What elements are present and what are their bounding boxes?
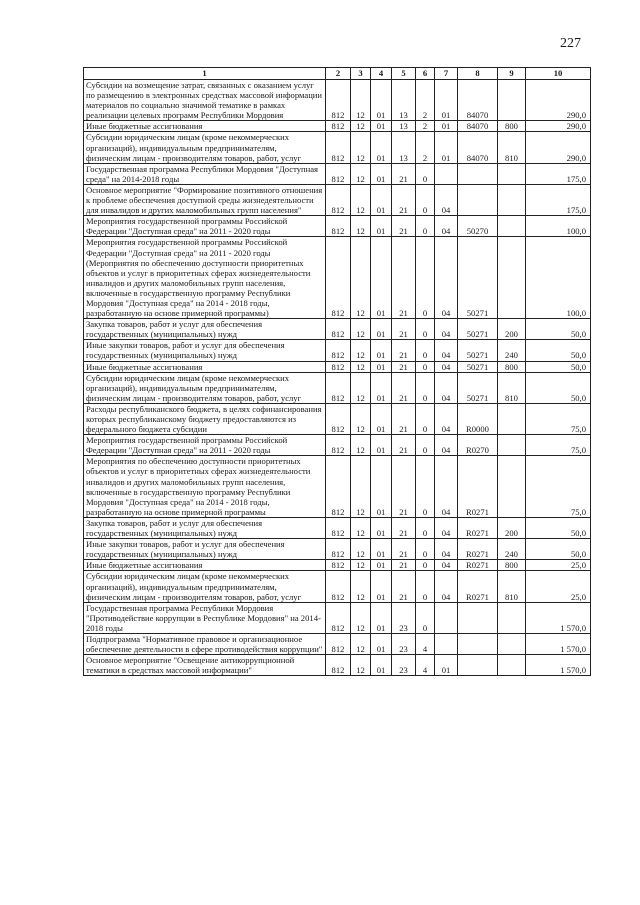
cell-subsection: 01	[371, 539, 392, 560]
row-name: Субсидии юридическим лицам (кроме некоммерческих организаций), индивидуальным предпринимателям, физическим лицам - производителям товаров, работ, услуг	[84, 132, 326, 163]
cell-program: 21	[392, 403, 416, 434]
table-row	[84, 163, 591, 184]
column-header: 9	[498, 68, 526, 80]
cell-section: 12	[351, 216, 371, 237]
cell-event	[435, 633, 458, 654]
cell-code: 812	[326, 372, 351, 403]
cell-subprogram: 0	[416, 216, 435, 237]
cell-subsection: 01	[371, 184, 392, 215]
cell-program: 21	[392, 237, 416, 319]
table-row	[84, 539, 591, 560]
row-name: Субсидии юридическим лицам (кроме некоммерческих организаций), индивидуальным предпринимателям, физическим лицам - производителям товаров, работ, услуг	[84, 372, 326, 403]
cell-subprogram: 0	[416, 560, 435, 571]
row-name: Иные закупки товаров, работ и услуг для обеспечения государственных (муниципальных) нужд	[84, 340, 326, 361]
cell-direction: 50271	[458, 361, 498, 372]
cell-subsection: 01	[371, 361, 392, 372]
cell-subprogram: 2	[416, 80, 435, 121]
cell-subprogram: 4	[416, 633, 435, 654]
cell-event: 04	[435, 456, 458, 518]
header-row	[84, 68, 591, 80]
cell-direction	[458, 184, 498, 215]
row-name: Закупка товаров, работ и услуг для обеспечения государственных (муниципальных) нужд	[84, 319, 326, 340]
row-name: Мероприятия по обеспечению доступности приоритетных объектов и услуг в приоритетных сферах жизнедеятельности инвалидов и других маломобильных групп населения, включенные в государственную программу Республики Мордовия "Доступная среда" на 2014 - 2018 годы, разработанную на основе примерной программы	[84, 456, 326, 518]
cell-code: 812	[326, 163, 351, 184]
cell-code: 812	[326, 216, 351, 237]
cell-code: 812	[326, 132, 351, 163]
cell-subsection: 01	[371, 163, 392, 184]
cell-event: 04	[435, 435, 458, 456]
table-row	[84, 216, 591, 237]
cell-direction: 50270	[458, 216, 498, 237]
table-row	[84, 633, 591, 654]
cell-section: 12	[351, 361, 371, 372]
cell-subprogram: 0	[416, 517, 435, 538]
cell-subsection: 01	[371, 340, 392, 361]
cell-expense-type	[498, 456, 526, 518]
column-header: 6	[416, 68, 435, 80]
table-row	[84, 340, 591, 361]
cell-event: 01	[435, 80, 458, 121]
cell-program: 21	[392, 456, 416, 518]
cell-event: 04	[435, 361, 458, 372]
row-name: Закупка товаров, работ и услуг для обеспечения государственных (муниципальных) нужд	[84, 517, 326, 538]
row-name: Мероприятия государственной программы Российской Федерации "Доступная среда" на 2011 - 2020 годы	[84, 435, 326, 456]
cell-code: 812	[326, 517, 351, 538]
cell-expense-type	[498, 163, 526, 184]
cell-section: 12	[351, 539, 371, 560]
cell-subprogram: 0	[416, 237, 435, 319]
table-row	[84, 655, 591, 676]
cell-event: 01	[435, 655, 458, 676]
cell-code: 812	[326, 340, 351, 361]
cell-subprogram: 0	[416, 539, 435, 560]
budget-table-body	[84, 80, 591, 676]
cell-subsection: 01	[371, 633, 392, 654]
cell-subsection: 01	[371, 403, 392, 434]
cell-direction: 84070	[458, 132, 498, 163]
table-row	[84, 571, 591, 602]
cell-subprogram: 0	[416, 163, 435, 184]
table-row	[84, 237, 591, 319]
cell-code: 812	[326, 655, 351, 676]
cell-direction: 50271	[458, 237, 498, 319]
cell-direction: R0271	[458, 571, 498, 602]
cell-code: 812	[326, 602, 351, 633]
cell-program: 13	[392, 80, 416, 121]
row-name: Государственная программа Республики Мордовия "Противодействие коррупции в Республике Мордовия" на 2014-2018 годы	[84, 602, 326, 633]
cell-section: 12	[351, 372, 371, 403]
cell-section: 12	[351, 80, 371, 121]
cell-program: 21	[392, 163, 416, 184]
cell-subprogram: 2	[416, 121, 435, 132]
cell-program: 23	[392, 655, 416, 676]
cell-event: 04	[435, 237, 458, 319]
cell-direction: 50271	[458, 319, 498, 340]
cell-program: 23	[392, 633, 416, 654]
cell-amount: 25,0	[526, 560, 591, 571]
cell-code: 812	[326, 403, 351, 434]
table-row	[84, 602, 591, 633]
row-name: Мероприятия государственной программы Российской Федерации "Доступная среда" на 2011 - 2020 годы (Мероприятия по обеспечению доступности приоритетных объектов и услуг в приоритетных сферах жизнедеятельности инвалидов и других маломобильных групп населения, включенные в государственную программу Республики Мордовия "Доступная среда" на 2014 - 2018 годы, разработанную на основе примерной программы)	[84, 237, 326, 319]
row-name: Субсидии на возмещение затрат, связанных с оказанием услуг по размещению в электронных средствах массовой информации материалов по социально значимой тематике в рамках реализации целевых программ Республики Мордовия	[84, 80, 326, 121]
cell-subsection: 01	[371, 237, 392, 319]
cell-expense-type: 810	[498, 132, 526, 163]
cell-subprogram: 2	[416, 132, 435, 163]
cell-section: 12	[351, 571, 371, 602]
cell-subsection: 01	[371, 456, 392, 518]
cell-subsection: 01	[371, 80, 392, 121]
cell-direction: R0271	[458, 539, 498, 560]
cell-event	[435, 602, 458, 633]
cell-subprogram: 0	[416, 184, 435, 215]
cell-subsection: 01	[371, 435, 392, 456]
cell-amount: 50,0	[526, 319, 591, 340]
cell-subsection: 01	[371, 517, 392, 538]
cell-subsection: 01	[371, 560, 392, 571]
cell-amount: 290,0	[526, 80, 591, 121]
cell-amount: 75,0	[526, 403, 591, 434]
cell-amount: 50,0	[526, 340, 591, 361]
row-name: Основное мероприятие "Формирование позитивного отношения к проблеме обеспечения доступной среды жизнедеятельности для инвалидов и других маломобильных групп населения"	[84, 184, 326, 215]
table-row	[84, 80, 591, 121]
cell-direction: 50271	[458, 340, 498, 361]
table-row	[84, 319, 591, 340]
cell-subsection: 01	[371, 571, 392, 602]
cell-amount: 175,0	[526, 163, 591, 184]
column-header: 5	[392, 68, 416, 80]
cell-section: 12	[351, 655, 371, 676]
cell-amount: 50,0	[526, 517, 591, 538]
cell-code: 812	[326, 539, 351, 560]
cell-subprogram: 4	[416, 655, 435, 676]
cell-expense-type: 240	[498, 539, 526, 560]
cell-amount: 290,0	[526, 121, 591, 132]
cell-expense-type	[498, 184, 526, 215]
cell-section: 12	[351, 633, 371, 654]
cell-expense-type: 800	[498, 560, 526, 571]
cell-subsection: 01	[371, 602, 392, 633]
cell-amount: 1 570,0	[526, 602, 591, 633]
cell-section: 12	[351, 517, 371, 538]
cell-expense-type	[498, 655, 526, 676]
cell-amount: 25,0	[526, 571, 591, 602]
cell-amount: 100,0	[526, 237, 591, 319]
cell-direction	[458, 633, 498, 654]
cell-amount: 50,0	[526, 539, 591, 560]
cell-expense-type	[498, 602, 526, 633]
cell-section: 12	[351, 121, 371, 132]
cell-program: 21	[392, 319, 416, 340]
row-name: Основное мероприятие "Освещение антикоррупционной тематики в средствах массовой информации"	[84, 655, 326, 676]
cell-direction: R0271	[458, 560, 498, 571]
table-row	[84, 132, 591, 163]
table-row	[84, 517, 591, 538]
cell-amount: 100,0	[526, 216, 591, 237]
cell-event: 04	[435, 184, 458, 215]
cell-subsection: 01	[371, 372, 392, 403]
table-row	[84, 361, 591, 372]
row-name: Государственная программа Республики Мордовия "Доступная среда" на 2014-2018 годы	[84, 163, 326, 184]
cell-direction: R0271	[458, 517, 498, 538]
cell-program: 21	[392, 539, 416, 560]
column-header: 8	[458, 68, 498, 80]
cell-subprogram: 0	[416, 372, 435, 403]
row-name: Иные закупки товаров, работ и услуг для обеспечения государственных (муниципальных) нужд	[84, 539, 326, 560]
cell-code: 812	[326, 121, 351, 132]
cell-code: 812	[326, 633, 351, 654]
cell-expense-type	[498, 633, 526, 654]
cell-subsection: 01	[371, 319, 392, 340]
cell-subsection: 01	[371, 132, 392, 163]
cell-amount: 75,0	[526, 435, 591, 456]
cell-program: 21	[392, 184, 416, 215]
cell-program: 21	[392, 340, 416, 361]
table-row	[84, 435, 591, 456]
cell-program: 13	[392, 132, 416, 163]
cell-section: 12	[351, 319, 371, 340]
cell-program: 21	[392, 216, 416, 237]
cell-subprogram: 0	[416, 361, 435, 372]
cell-event: 01	[435, 121, 458, 132]
cell-code: 812	[326, 237, 351, 319]
cell-expense-type	[498, 435, 526, 456]
cell-expense-type: 810	[498, 372, 526, 403]
cell-direction: 84070	[458, 80, 498, 121]
cell-amount: 175,0	[526, 184, 591, 215]
cell-direction	[458, 655, 498, 676]
table-row	[84, 372, 591, 403]
cell-expense-type: 200	[498, 517, 526, 538]
cell-section: 12	[351, 132, 371, 163]
cell-event: 04	[435, 319, 458, 340]
cell-event: 04	[435, 372, 458, 403]
cell-code: 812	[326, 571, 351, 602]
cell-amount: 75,0	[526, 456, 591, 518]
cell-program: 21	[392, 435, 416, 456]
cell-program: 21	[392, 361, 416, 372]
column-header: 4	[371, 68, 392, 80]
budget-table	[83, 67, 591, 676]
row-name: Иные бюджетные ассигнования	[84, 121, 326, 132]
page-number: 227	[560, 36, 581, 51]
cell-direction: R0000	[458, 403, 498, 434]
cell-direction: R0270	[458, 435, 498, 456]
row-name: Подпрограмма "Нормативное правовое и организационное обеспечение деятельности в сфере противодействия коррупции"	[84, 633, 326, 654]
cell-event: 04	[435, 340, 458, 361]
cell-amount: 290,0	[526, 132, 591, 163]
cell-event: 04	[435, 216, 458, 237]
cell-code: 812	[326, 184, 351, 215]
cell-code: 812	[326, 80, 351, 121]
cell-amount: 50,0	[526, 372, 591, 403]
cell-expense-type	[498, 237, 526, 319]
cell-event: 01	[435, 132, 458, 163]
cell-event: 04	[435, 539, 458, 560]
table-row	[84, 560, 591, 571]
cell-section: 12	[351, 456, 371, 518]
cell-subsection: 01	[371, 121, 392, 132]
cell-subprogram: 0	[416, 571, 435, 602]
cell-expense-type	[498, 80, 526, 121]
cell-program: 21	[392, 560, 416, 571]
cell-expense-type: 240	[498, 340, 526, 361]
cell-direction: R0271	[458, 456, 498, 518]
table-row	[84, 456, 591, 518]
cell-event: 04	[435, 517, 458, 538]
cell-subprogram: 0	[416, 602, 435, 633]
row-name: Расходы республиканского бюджета, в целях софинансирования которых республиканскому бюджету предоставляются из федерального бюджета субсидии	[84, 403, 326, 434]
cell-section: 12	[351, 602, 371, 633]
cell-amount: 50,0	[526, 361, 591, 372]
cell-expense-type: 800	[498, 361, 526, 372]
cell-event: 04	[435, 571, 458, 602]
cell-section: 12	[351, 560, 371, 571]
cell-event	[435, 163, 458, 184]
cell-subprogram: 0	[416, 319, 435, 340]
cell-direction: 50271	[458, 372, 498, 403]
cell-code: 812	[326, 560, 351, 571]
cell-code: 812	[326, 456, 351, 518]
table-row	[84, 403, 591, 434]
cell-program: 21	[392, 372, 416, 403]
cell-subsection: 01	[371, 655, 392, 676]
cell-subprogram: 0	[416, 435, 435, 456]
cell-expense-type	[498, 216, 526, 237]
column-header: 10	[526, 68, 591, 80]
cell-code: 812	[326, 435, 351, 456]
cell-section: 12	[351, 163, 371, 184]
table-row	[84, 121, 591, 132]
row-name: Субсидии юридическим лицам (кроме некоммерческих организаций), индивидуальным предпринимателям, физическим лицам - производителям товаров, работ, услуг	[84, 571, 326, 602]
cell-subsection: 01	[371, 216, 392, 237]
row-name: Иные бюджетные ассигнования	[84, 560, 326, 571]
cell-section: 12	[351, 237, 371, 319]
cell-direction	[458, 163, 498, 184]
column-header: 2	[326, 68, 351, 80]
cell-section: 12	[351, 184, 371, 215]
column-header: 1	[84, 68, 326, 80]
cell-subprogram: 0	[416, 340, 435, 361]
row-name: Иные бюджетные ассигнования	[84, 361, 326, 372]
column-header: 7	[435, 68, 458, 80]
cell-direction	[458, 602, 498, 633]
cell-code: 812	[326, 319, 351, 340]
table-row	[84, 184, 591, 215]
row-name: Мероприятия государственной программы Российской Федерации "Доступная среда" на 2011 - 2020 годы	[84, 216, 326, 237]
cell-program: 13	[392, 121, 416, 132]
column-header: 3	[351, 68, 371, 80]
cell-amount: 1 570,0	[526, 655, 591, 676]
cell-program: 21	[392, 517, 416, 538]
cell-direction: 84070	[458, 121, 498, 132]
cell-expense-type: 800	[498, 121, 526, 132]
cell-program: 23	[392, 602, 416, 633]
cell-expense-type: 200	[498, 319, 526, 340]
cell-subprogram: 0	[416, 403, 435, 434]
cell-code: 812	[326, 361, 351, 372]
cell-subprogram: 0	[416, 456, 435, 518]
cell-section: 12	[351, 340, 371, 361]
cell-program: 21	[392, 571, 416, 602]
cell-amount: 1 570,0	[526, 633, 591, 654]
cell-event: 04	[435, 560, 458, 571]
cell-section: 12	[351, 435, 371, 456]
cell-section: 12	[351, 403, 371, 434]
cell-expense-type: 810	[498, 571, 526, 602]
cell-event: 04	[435, 403, 458, 434]
cell-expense-type	[498, 403, 526, 434]
